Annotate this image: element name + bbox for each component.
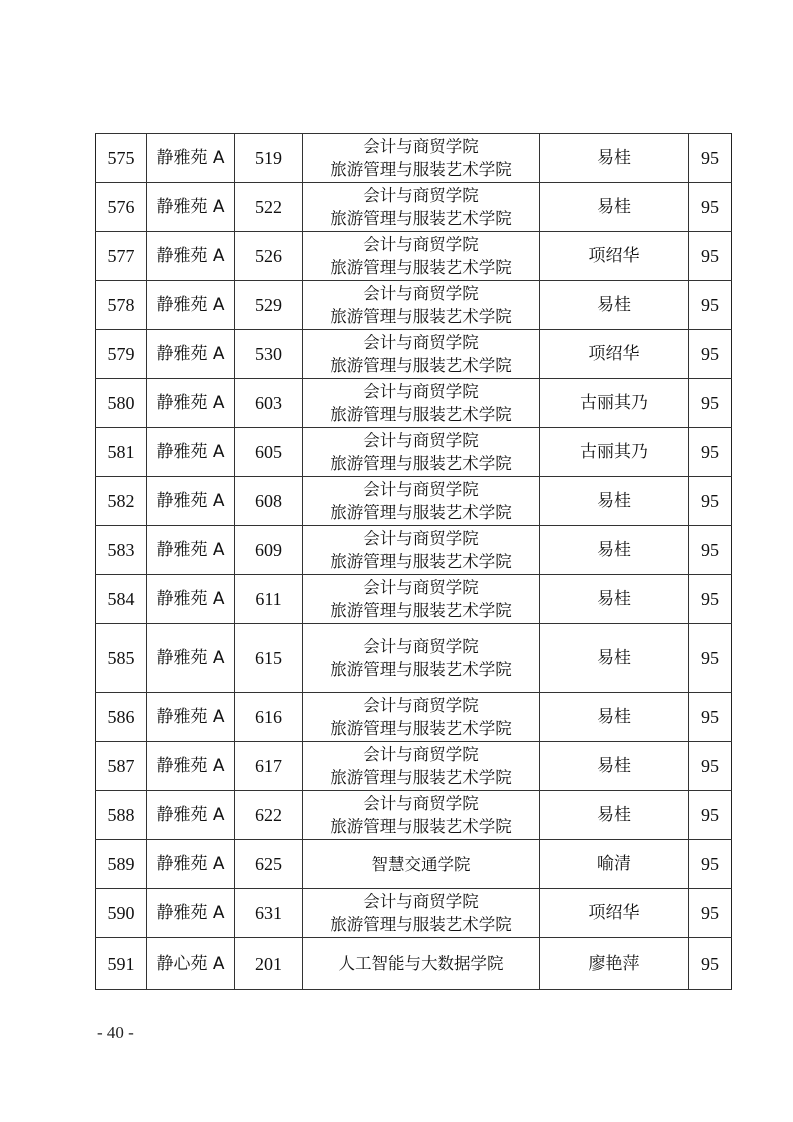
- table-row: [96, 330, 732, 379]
- room-number-cell: 605: [235, 428, 303, 477]
- department-line: 智慧交通学院: [371, 854, 471, 874]
- table-row: [96, 742, 732, 791]
- room-number-cell: 622: [235, 791, 303, 840]
- building-cell: 静心苑 A: [147, 938, 235, 990]
- row-number-cell: 581: [96, 428, 147, 477]
- page-number: - 40 -: [97, 1023, 134, 1042]
- department-line: 会计与商贸学院: [363, 137, 479, 156]
- department-cell: [303, 379, 540, 428]
- row-number-cell: 578: [96, 281, 147, 330]
- department-line: 旅游管理与服装艺术学院: [330, 503, 512, 522]
- row-number-cell: 582: [96, 477, 147, 526]
- department-cell: [303, 428, 540, 477]
- department-cell: [303, 232, 540, 281]
- row-number-cell: 579: [96, 330, 147, 379]
- table-row: [96, 791, 732, 840]
- building-cell: 静雅苑 A: [147, 232, 235, 281]
- department-cell: [303, 742, 540, 791]
- table-row: [96, 938, 732, 990]
- building-cell: 静雅苑 A: [147, 624, 235, 693]
- responsible-person-cell: 易桂: [540, 477, 689, 526]
- department-line: 旅游管理与服装艺术学院: [330, 307, 512, 326]
- responsible-person-cell: 易桂: [540, 134, 689, 183]
- department-cell: [303, 575, 540, 624]
- department-line: 旅游管理与服装艺术学院: [330, 601, 512, 620]
- department-cell: [303, 840, 540, 889]
- row-number-cell: 584: [96, 575, 147, 624]
- room-number-cell: 631: [235, 889, 303, 938]
- score-cell: 95: [689, 330, 732, 379]
- room-number-cell: 201: [235, 938, 303, 990]
- row-number-cell: 575: [96, 134, 147, 183]
- score-cell: 95: [689, 477, 732, 526]
- department-cell: [303, 330, 540, 379]
- responsible-person-cell: 易桂: [540, 693, 689, 742]
- responsible-person-cell: 项绍华: [540, 232, 689, 281]
- score-cell: 95: [689, 624, 732, 693]
- department-cell: [303, 183, 540, 232]
- department-line: 旅游管理与服装艺术学院: [330, 817, 512, 836]
- building-cell: 静雅苑 A: [147, 840, 235, 889]
- score-cell: 95: [689, 742, 732, 791]
- responsible-person-cell: 项绍华: [540, 889, 689, 938]
- department-cell: [303, 791, 540, 840]
- dormitory-score-table: [95, 133, 732, 990]
- department-line: 会计与商贸学院: [363, 637, 479, 656]
- score-cell: 95: [689, 232, 732, 281]
- department-line: 会计与商贸学院: [363, 186, 479, 205]
- department-line: 会计与商贸学院: [363, 696, 479, 715]
- building-cell: 静雅苑 A: [147, 330, 235, 379]
- room-number-cell: 615: [235, 624, 303, 693]
- room-number-cell: 609: [235, 526, 303, 575]
- room-number-cell: 611: [235, 575, 303, 624]
- room-number-cell: 519: [235, 134, 303, 183]
- score-cell: 95: [689, 791, 732, 840]
- row-number-cell: 590: [96, 889, 147, 938]
- score-cell: 95: [689, 693, 732, 742]
- room-number-cell: 625: [235, 840, 303, 889]
- room-number-cell: 603: [235, 379, 303, 428]
- department-line: 旅游管理与服装艺术学院: [330, 258, 512, 277]
- table-row: [96, 477, 732, 526]
- department-line: 会计与商贸学院: [363, 892, 479, 911]
- responsible-person-cell: 项绍华: [540, 330, 689, 379]
- department-line: 旅游管理与服装艺术学院: [330, 405, 512, 424]
- department-line: 旅游管理与服装艺术学院: [330, 160, 512, 179]
- score-cell: 95: [689, 428, 732, 477]
- table-row: [96, 281, 732, 330]
- department-line: 会计与商贸学院: [363, 794, 479, 813]
- department-cell: [303, 477, 540, 526]
- table-row: [96, 889, 732, 938]
- responsible-person-cell: 古丽其乃: [540, 428, 689, 477]
- row-number-cell: 580: [96, 379, 147, 428]
- score-cell: 95: [689, 379, 732, 428]
- score-cell: 95: [689, 575, 732, 624]
- department-cell: [303, 624, 540, 693]
- row-number-cell: 577: [96, 232, 147, 281]
- department-cell: [303, 134, 540, 183]
- table-body: [96, 134, 732, 990]
- responsible-person-cell: 易桂: [540, 281, 689, 330]
- room-number-cell: 522: [235, 183, 303, 232]
- score-cell: 95: [689, 889, 732, 938]
- building-cell: 静雅苑 A: [147, 791, 235, 840]
- department-line: 旅游管理与服装艺术学院: [330, 454, 512, 473]
- department-line: 旅游管理与服装艺术学院: [330, 660, 512, 679]
- table-row: [96, 134, 732, 183]
- score-cell: 95: [689, 526, 732, 575]
- building-cell: 静雅苑 A: [147, 183, 235, 232]
- table-row: [96, 575, 732, 624]
- department-line: 会计与商贸学院: [363, 235, 479, 254]
- row-number-cell: 589: [96, 840, 147, 889]
- department-cell: [303, 938, 540, 990]
- department-line: 会计与商贸学院: [363, 745, 479, 764]
- responsible-person-cell: 易桂: [540, 526, 689, 575]
- building-cell: 静雅苑 A: [147, 742, 235, 791]
- score-cell: 95: [689, 938, 732, 990]
- responsible-person-cell: 易桂: [540, 575, 689, 624]
- building-cell: 静雅苑 A: [147, 526, 235, 575]
- responsible-person-cell: 易桂: [540, 791, 689, 840]
- table-row: [96, 379, 732, 428]
- row-number-cell: 586: [96, 693, 147, 742]
- row-number-cell: 591: [96, 938, 147, 990]
- row-number-cell: 585: [96, 624, 147, 693]
- row-number-cell: 576: [96, 183, 147, 232]
- score-cell: 95: [689, 840, 732, 889]
- building-cell: 静雅苑 A: [147, 889, 235, 938]
- department-line: 旅游管理与服装艺术学院: [330, 552, 512, 571]
- table-row: [96, 232, 732, 281]
- department-cell: [303, 281, 540, 330]
- department-line: 旅游管理与服装艺术学院: [330, 768, 512, 787]
- responsible-person-cell: 易桂: [540, 183, 689, 232]
- table-row: [96, 428, 732, 477]
- department-line: 会计与商贸学院: [363, 382, 479, 401]
- document-page: [95, 133, 732, 990]
- score-cell: 95: [689, 134, 732, 183]
- department-line: 会计与商贸学院: [363, 578, 479, 597]
- room-number-cell: 526: [235, 232, 303, 281]
- responsible-person-cell: 易桂: [540, 742, 689, 791]
- department-cell: [303, 693, 540, 742]
- building-cell: 静雅苑 A: [147, 693, 235, 742]
- building-cell: 静雅苑 A: [147, 575, 235, 624]
- building-cell: 静雅苑 A: [147, 281, 235, 330]
- department-line: 会计与商贸学院: [363, 529, 479, 548]
- responsible-person-cell: 易桂: [540, 624, 689, 693]
- department-line: 旅游管理与服装艺术学院: [330, 915, 512, 934]
- room-number-cell: 616: [235, 693, 303, 742]
- building-cell: 静雅苑 A: [147, 379, 235, 428]
- table-row: [96, 526, 732, 575]
- building-cell: 静雅苑 A: [147, 134, 235, 183]
- room-number-cell: 608: [235, 477, 303, 526]
- room-number-cell: 617: [235, 742, 303, 791]
- responsible-person-cell: 古丽其乃: [540, 379, 689, 428]
- row-number-cell: 588: [96, 791, 147, 840]
- department-line: 会计与商贸学院: [363, 284, 479, 303]
- department-line: 旅游管理与服装艺术学院: [330, 356, 512, 375]
- department-cell: [303, 889, 540, 938]
- department-line: 旅游管理与服装艺术学院: [330, 209, 512, 228]
- department-line: 旅游管理与服装艺术学院: [330, 719, 512, 738]
- table-row: [96, 183, 732, 232]
- row-number-cell: 587: [96, 742, 147, 791]
- row-number-cell: 583: [96, 526, 147, 575]
- department-line: 会计与商贸学院: [363, 431, 479, 450]
- building-cell: 静雅苑 A: [147, 477, 235, 526]
- room-number-cell: 529: [235, 281, 303, 330]
- responsible-person-cell: 廖艳萍: [540, 938, 689, 990]
- score-cell: 95: [689, 183, 732, 232]
- table-row: [96, 624, 732, 693]
- responsible-person-cell: 喻清: [540, 840, 689, 889]
- building-cell: 静雅苑 A: [147, 428, 235, 477]
- department-cell: [303, 526, 540, 575]
- department-line: 会计与商贸学院: [363, 480, 479, 499]
- department-line: 人工智能与大数据学院: [338, 954, 504, 973]
- score-cell: 95: [689, 281, 732, 330]
- table-row: [96, 693, 732, 742]
- room-number-cell: 530: [235, 330, 303, 379]
- table-row: [96, 840, 732, 889]
- department-line: 会计与商贸学院: [363, 333, 479, 352]
